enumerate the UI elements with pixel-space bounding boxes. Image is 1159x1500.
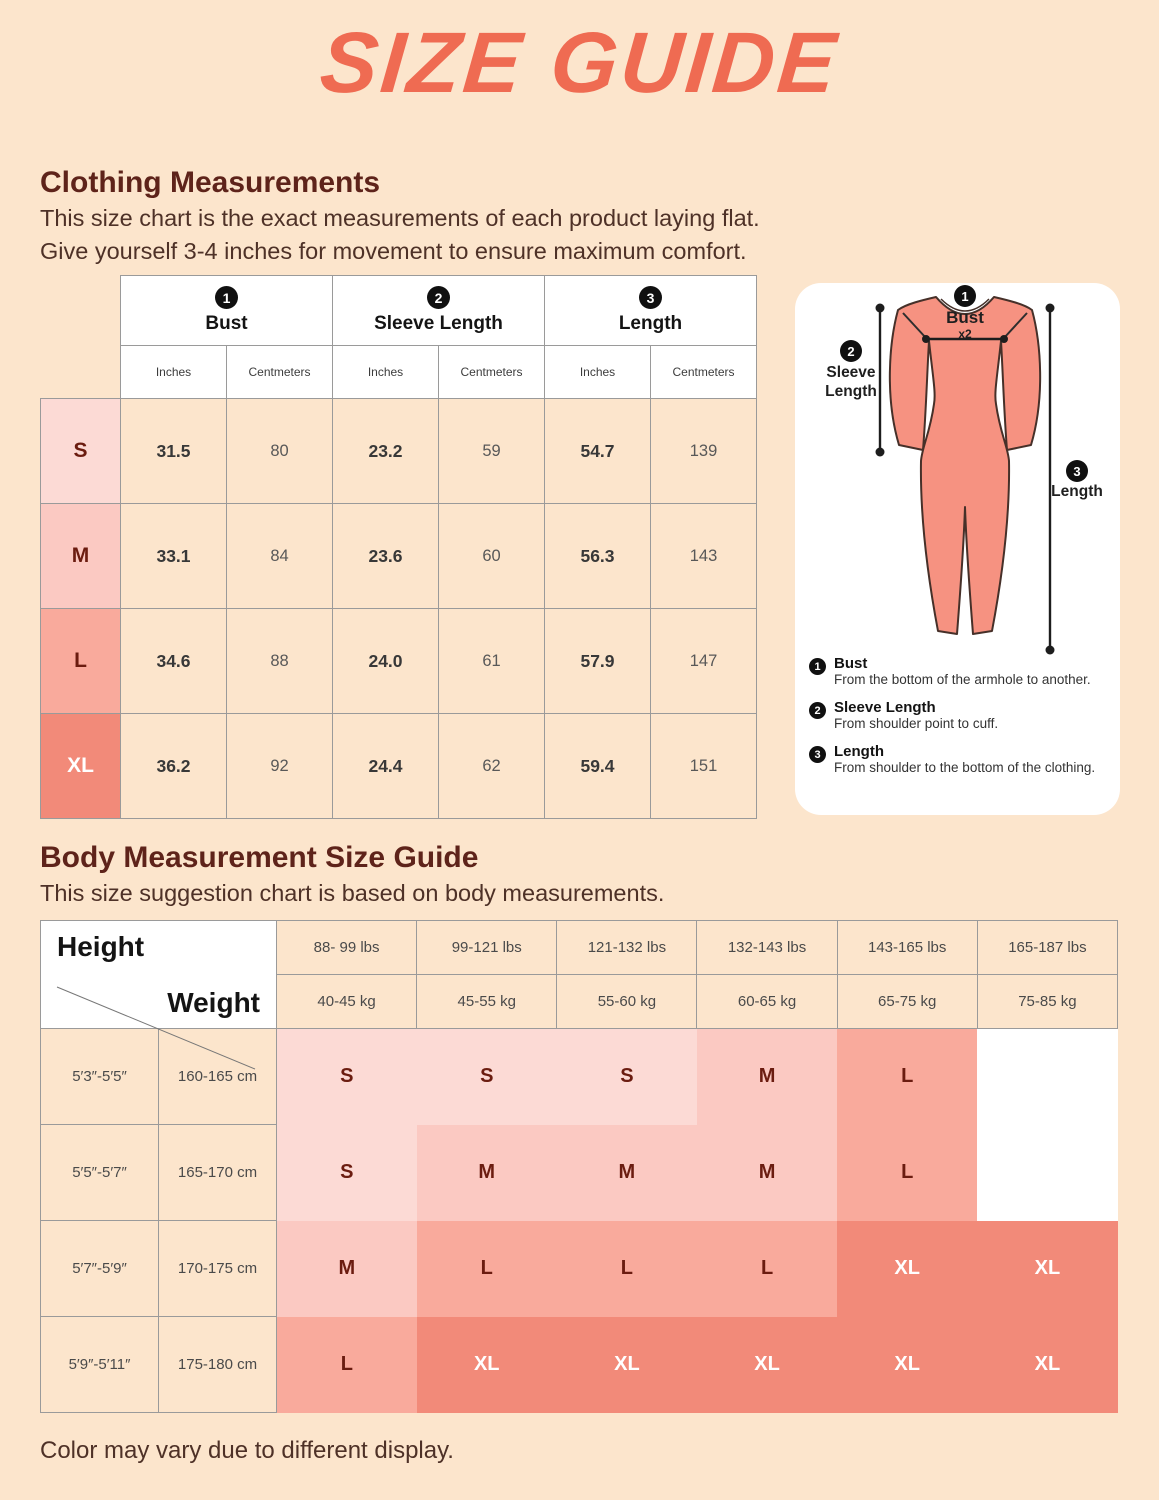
group-header-sleeve-length — [333, 276, 545, 346]
legend-length-title: Length — [834, 743, 884, 760]
value-cell: 33.1 — [121, 504, 227, 609]
size-recommendation-cell: S — [557, 1029, 697, 1125]
sleeve-annotation-label-line2: Length — [825, 383, 877, 400]
body-table-row-2 — [41, 1125, 1118, 1221]
measurement-legend — [809, 655, 1111, 787]
size-recommendation-cell: L — [417, 1221, 557, 1317]
bust-multiplier-label: x2 — [958, 327, 972, 341]
clothing-table — [40, 275, 757, 819]
value-cell: 34.6 — [121, 609, 227, 714]
value-cell: 60 — [439, 504, 545, 609]
weight-lbs-header: 121-132 lbs — [557, 921, 697, 975]
measurement-diagram-panel — [795, 283, 1120, 815]
clothing-table-corner — [41, 276, 121, 399]
table-row-size-s — [41, 399, 757, 504]
weight-lbs-header: 132-143 lbs — [697, 921, 837, 975]
weight-kg-header: 75-85 kg — [977, 975, 1117, 1029]
weight-kg-header: 40-45 kg — [277, 975, 417, 1029]
size-recommendation-cell — [977, 1029, 1117, 1125]
weight-lbs-header: 143-165 lbs — [837, 921, 977, 975]
size-recommendation-cell: L — [837, 1125, 977, 1221]
value-cell: 24.0 — [333, 609, 439, 714]
value-cell: 143 — [651, 504, 757, 609]
legend-length-description: From shoulder to the bottom of the clothing. — [834, 760, 1096, 775]
size-recommendation-cell: XL — [977, 1317, 1117, 1413]
weight-lbs-header: 99-121 lbs — [417, 921, 557, 975]
size-recommendation-cell: S — [277, 1029, 417, 1125]
size-recommendation-cell: XL — [697, 1317, 837, 1413]
size-label-s: S — [41, 399, 121, 504]
value-cell: 147 — [651, 609, 757, 714]
sleeve-number-badge: 2 — [840, 340, 862, 362]
size-recommendation-cell: XL — [837, 1317, 977, 1413]
unit-header: Centmeters — [227, 346, 333, 399]
size-recommendation-cell: M — [557, 1125, 697, 1221]
length-number-badge: 3 — [1066, 460, 1088, 482]
body-section-heading: Body Measurement Size Guide — [40, 841, 479, 874]
group-label-length: Length — [618, 313, 683, 334]
clothing-section-description — [40, 202, 760, 268]
height-ft-cell: 5′5″-5′7″ — [41, 1125, 159, 1221]
value-cell: 59.4 — [545, 714, 651, 819]
value-cell: 36.2 — [121, 714, 227, 819]
size-recommendation-cell: XL — [837, 1221, 977, 1317]
unit-header: Centmeters — [651, 346, 757, 399]
unit-header: Inches — [121, 346, 227, 399]
footer-note: Color may vary due to different display. — [40, 1437, 454, 1464]
weight-height-corner-cell — [41, 921, 277, 1029]
size-recommendation-cell: S — [277, 1125, 417, 1221]
legend-sleeve-description: From shoulder point to cuff. — [834, 716, 999, 731]
size-recommendation-cell: L — [697, 1221, 837, 1317]
height-ft-cell: 5′7″-5′9″ — [41, 1221, 159, 1317]
body-section-description: This size suggestion chart is based on body measurements. — [40, 880, 665, 906]
weight-kg-header: 55-60 kg — [557, 975, 697, 1029]
clothing-description-line1: This size chart is the exact measurements of each product laying flat. — [40, 205, 760, 231]
legend-bust-title: Bust — [834, 655, 868, 672]
bust-annotation-label: Bust — [946, 308, 984, 327]
table-row-size-l — [41, 609, 757, 714]
size-recommendation-cell: M — [697, 1125, 837, 1221]
size-label-l: L — [41, 609, 121, 714]
size-recommendation-cell: L — [837, 1029, 977, 1125]
body-table-row-3 — [41, 1221, 1118, 1317]
size-recommendation-cell: M — [417, 1125, 557, 1221]
value-cell: 57.9 — [545, 609, 651, 714]
weight-kg-header: 65-75 kg — [837, 975, 977, 1029]
bust-number-badge: 1 — [954, 285, 976, 307]
value-cell: 59 — [439, 399, 545, 504]
height-ft-cell: 5′9″-5′11″ — [41, 1317, 159, 1413]
legend-item-length — [809, 743, 1111, 776]
group-header-bust — [121, 276, 333, 346]
legend-bust-number-badge: 1 — [809, 658, 826, 675]
group-label-bust: Bust — [205, 313, 248, 334]
legend-length-number-badge: 3 — [809, 746, 826, 763]
height-ft-cell: 5′3″-5′5″ — [41, 1029, 159, 1125]
size-recommendation-cell: L — [277, 1317, 417, 1413]
clothing-section-heading: Clothing Measurements — [40, 166, 381, 199]
value-cell: 61 — [439, 609, 545, 714]
table-row-size-m — [41, 504, 757, 609]
page-title: SIZE GUIDE — [316, 15, 843, 111]
size-recommendation-cell: S — [417, 1029, 557, 1125]
length-number-badge: 3 — [639, 286, 662, 309]
weight-kg-header: 45-55 kg — [417, 975, 557, 1029]
body-table-row-4 — [41, 1317, 1118, 1413]
clothing-table-group-row — [41, 276, 757, 346]
weight-lbs-header: 88- 99 lbs — [277, 921, 417, 975]
body-measurement-table — [40, 920, 1118, 1413]
size-recommendation-cell: XL — [557, 1317, 697, 1413]
weight-axis-label: Weight — [167, 986, 260, 1018]
size-recommendation-cell: M — [697, 1029, 837, 1125]
legend-sleeve-title: Sleeve Length — [834, 699, 936, 716]
legend-item-sleeve-length — [809, 699, 1111, 732]
value-cell: 23.6 — [333, 504, 439, 609]
value-cell: 23.2 — [333, 399, 439, 504]
clothing-description-line2: Give yourself 3-4 inches for movement to ensure maximum comfort. — [40, 238, 747, 264]
unit-header: Inches — [333, 346, 439, 399]
clothing-table-unit-row — [41, 346, 757, 399]
size-recommendation-cell: M — [277, 1221, 417, 1317]
weight-kg-header: 60-65 kg — [697, 975, 837, 1029]
size-recommendation-cell: XL — [977, 1221, 1117, 1317]
value-cell: 62 — [439, 714, 545, 819]
size-recommendation-cell: XL — [417, 1317, 557, 1413]
size-recommendation-cell — [977, 1125, 1117, 1221]
weight-lbs-header: 165-187 lbs — [977, 921, 1117, 975]
value-cell: 54.7 — [545, 399, 651, 504]
height-cm-cell: 170-175 cm — [159, 1221, 277, 1317]
height-cm-cell: 175-180 cm — [159, 1317, 277, 1413]
group-header-length — [545, 276, 757, 346]
value-cell: 88 — [227, 609, 333, 714]
height-cm-cell: 165-170 cm — [159, 1125, 277, 1221]
size-label-xl: XL — [41, 714, 121, 819]
weight-lbs-header-row — [41, 921, 1118, 975]
unit-header: Inches — [545, 346, 651, 399]
legend-item-bust — [809, 655, 1111, 688]
sleeve-number-badge: 2 — [427, 286, 450, 309]
sleeve-annotation-label-line1: Sleeve — [826, 364, 876, 381]
legend-bust-description: From the bottom of the armhole to another. — [834, 672, 1091, 687]
value-cell: 56.3 — [545, 504, 651, 609]
value-cell: 80 — [227, 399, 333, 504]
length-annotation-label: Length — [1051, 483, 1103, 500]
height-axis-label: Height — [57, 930, 145, 962]
size-recommendation-cell: L — [557, 1221, 697, 1317]
group-label-sleeve-length: Sleeve Length — [374, 313, 503, 334]
value-cell: 151 — [651, 714, 757, 819]
value-cell: 24.4 — [333, 714, 439, 819]
bust-number-badge: 1 — [215, 286, 238, 309]
value-cell: 92 — [227, 714, 333, 819]
size-label-m: M — [41, 504, 121, 609]
value-cell: 139 — [651, 399, 757, 504]
table-row-size-xl — [41, 714, 757, 819]
height-cm-cell: 160-165 cm — [159, 1029, 277, 1125]
value-cell: 31.5 — [121, 399, 227, 504]
value-cell: 84 — [227, 504, 333, 609]
legend-sleeve-number-badge: 2 — [809, 702, 826, 719]
unit-header: Centmeters — [439, 346, 545, 399]
